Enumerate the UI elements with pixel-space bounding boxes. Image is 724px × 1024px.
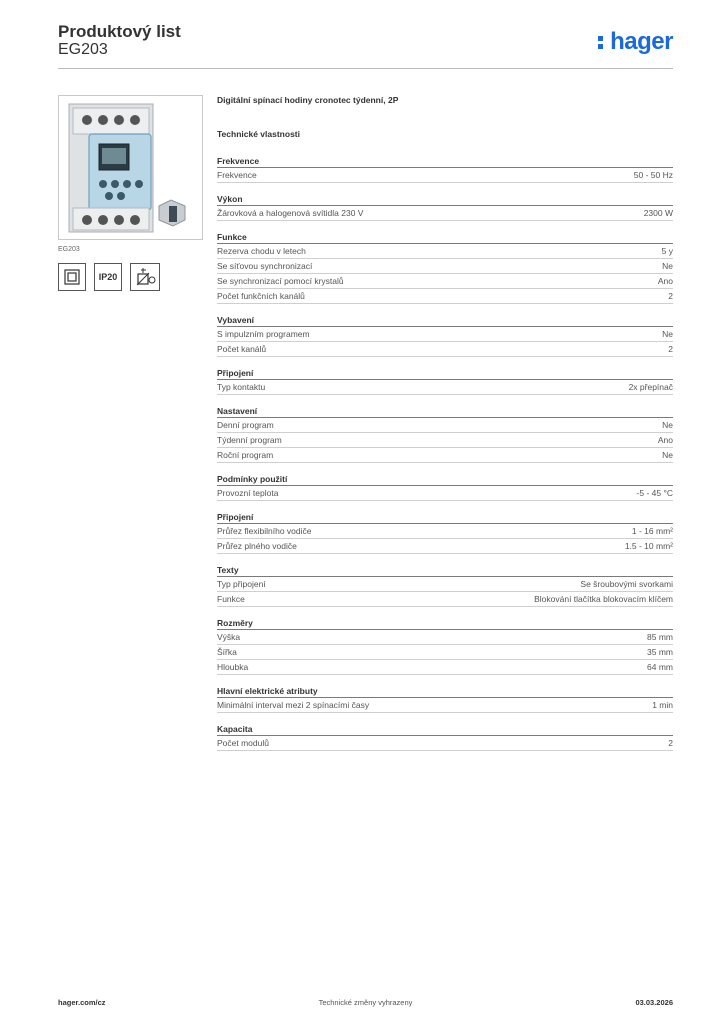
spec-label: Průřez flexibilního vodiče — [217, 526, 312, 536]
section-title: Připojení — [217, 367, 673, 380]
spec-section — [217, 473, 673, 501]
logo-colon-icon — [598, 32, 608, 52]
image-caption: EG203 — [58, 246, 80, 253]
spec-row — [217, 327, 673, 342]
certification-icons — [58, 263, 203, 291]
spec-row — [217, 698, 673, 713]
spec-row — [217, 259, 673, 274]
spec-value: Ano — [657, 435, 673, 445]
spec-section — [217, 314, 673, 357]
section-title: Frekvence — [217, 155, 673, 168]
spec-row — [217, 524, 673, 539]
spec-section — [217, 685, 673, 713]
spec-label: Typ kontaktu — [217, 382, 266, 392]
timer-switch-symbol-icon — [130, 263, 160, 291]
spec-row — [217, 274, 673, 289]
spec-row — [217, 592, 673, 607]
spec-section — [217, 405, 673, 463]
spec-value: 2300 W — [643, 208, 673, 218]
spec-value: Ne — [662, 329, 673, 339]
spec-label: Průřez plného vodiče — [217, 541, 297, 551]
footer-date: 03.03.2026 — [635, 998, 673, 1007]
spec-value: 1.5 - 10 mm² — [624, 541, 673, 551]
spec-value: Ano — [657, 276, 673, 286]
spec-row — [217, 539, 673, 554]
spec-label: Se síťovou synchronizací — [217, 261, 313, 271]
spec-row — [217, 645, 673, 660]
spec-label: Hloubka — [217, 662, 249, 672]
section-title: Nastavení — [217, 405, 673, 418]
page-header — [58, 20, 673, 69]
spec-label: Se synchronizací pomocí krystalů — [217, 276, 344, 286]
spec-label: Frekvence — [217, 170, 257, 180]
double-insulation-icon — [58, 263, 86, 291]
spec-section — [217, 511, 673, 554]
spec-row — [217, 342, 673, 357]
hager-logo — [598, 28, 673, 56]
spec-label: Rezerva chodu v letech — [217, 246, 306, 256]
spec-row — [217, 736, 673, 751]
spec-value: Ne — [662, 450, 673, 460]
spec-value: 1 min — [652, 700, 673, 710]
section-title: Připojení — [217, 511, 673, 524]
spec-label: Roční program — [217, 450, 274, 460]
spec-label: Minimální interval mezi 2 spínacími časy — [217, 700, 370, 710]
section-title: Texty — [217, 564, 673, 577]
spec-label: Provozní teplota — [217, 488, 279, 498]
spec-label: Typ připojení — [217, 579, 266, 589]
spec-label: Výška — [217, 632, 241, 642]
specs-column — [217, 95, 673, 751]
spec-section — [217, 155, 673, 183]
spec-value: 2 — [668, 344, 673, 354]
section-title: Hlavní elektrické atributy — [217, 685, 673, 698]
section-title: Kapacita — [217, 723, 673, 736]
spec-label: Funkce — [217, 594, 245, 604]
spec-value: 2 — [668, 738, 673, 748]
spec-value: -5 - 45 °C — [636, 488, 673, 498]
section-title: Vybavení — [217, 314, 673, 327]
spec-row — [217, 168, 673, 183]
spec-row — [217, 630, 673, 645]
spec-section — [217, 231, 673, 304]
spec-row — [217, 486, 673, 501]
spec-value: 64 mm — [647, 662, 673, 672]
spec-label: Počet modulů — [217, 738, 269, 748]
spec-value: Se šroubovými svorkami — [580, 579, 673, 589]
spec-label: Žárovková a halogenová svítidla 230 V — [217, 208, 364, 218]
spec-value: 2 — [668, 291, 673, 301]
spec-value: Ne — [662, 420, 673, 430]
spec-row — [217, 289, 673, 304]
spec-section — [217, 723, 673, 751]
page-footer — [58, 998, 673, 1012]
spec-label: S impulzním programem — [217, 329, 310, 339]
spec-label: Šířka — [217, 647, 237, 657]
spec-row — [217, 433, 673, 448]
spec-label: Týdenní program — [217, 435, 282, 445]
spec-row — [217, 660, 673, 675]
timer-device-icon — [59, 96, 202, 239]
product-description: Digitální spínací hodiny cronotec týdenní, 2P — [217, 95, 399, 105]
section-title: Rozměry — [217, 617, 673, 630]
spec-value: Blokování tlačítka blokovacím klíčem — [534, 594, 673, 604]
spec-row — [217, 418, 673, 433]
spec-section — [217, 617, 673, 675]
spec-row — [217, 577, 673, 592]
spec-label: Počet kanálů — [217, 344, 267, 354]
spec-label: Počet funkčních kanálů — [217, 291, 305, 301]
product-visual-column — [58, 95, 203, 291]
spec-value: 2x přepínač — [628, 382, 673, 392]
spec-value: 85 mm — [647, 632, 673, 642]
product-image — [58, 95, 203, 240]
spec-row — [217, 380, 673, 395]
footer-note: Technické změny vyhrazeny — [318, 998, 413, 1007]
spec-section — [217, 367, 673, 395]
spec-value: 50 - 50 Hz — [633, 170, 673, 180]
spec-row — [217, 244, 673, 259]
section-title: Výkon — [217, 193, 673, 206]
spec-value: 35 mm — [647, 647, 673, 657]
footer-website: hager.com/cz — [58, 998, 106, 1007]
spec-label: Denní program — [217, 420, 274, 430]
section-title: Podmínky použití — [217, 473, 673, 486]
page-title: Produktový list — [58, 22, 181, 41]
technical-heading: Technické vlastnosti — [217, 129, 300, 139]
product-code: EG203 — [58, 41, 108, 58]
spec-value: 1 - 16 mm² — [631, 526, 673, 536]
spec-section — [217, 193, 673, 221]
spec-value: 5 y — [661, 246, 673, 256]
spec-value: Ne — [662, 261, 673, 271]
spec-sections — [217, 155, 673, 751]
section-title: Funkce — [217, 231, 673, 244]
spec-section — [217, 564, 673, 607]
spec-row — [217, 448, 673, 463]
ip20-icon: IP20 — [94, 263, 122, 291]
spec-row — [217, 206, 673, 221]
logo-text: hager — [610, 28, 673, 55]
